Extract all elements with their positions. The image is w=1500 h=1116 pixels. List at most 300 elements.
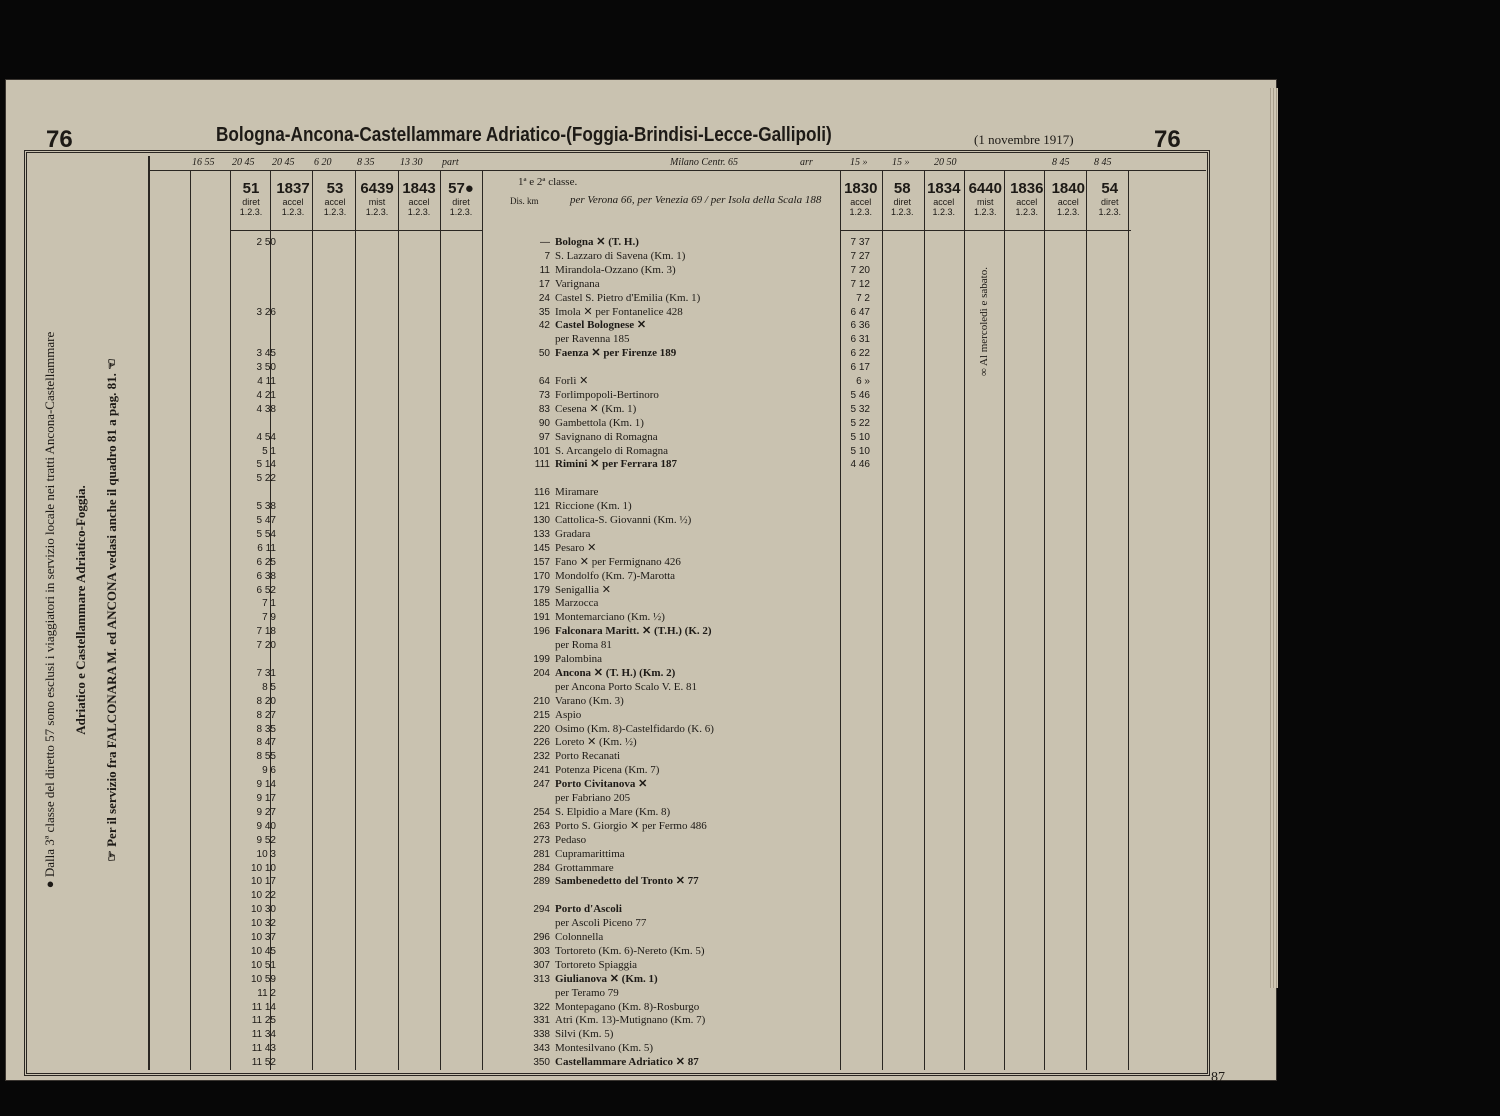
train-num: 57● xyxy=(448,180,474,197)
station-name: Sambenedetto del Tronto ✕ 77 xyxy=(555,875,699,888)
departure-time: 5 22 xyxy=(256,473,276,485)
header-times-row xyxy=(150,156,1206,171)
station-name: Atri (Km. 13)-Mutignano (Km. 7) xyxy=(555,1014,706,1027)
footer-number: 87 xyxy=(1211,1070,1225,1085)
table-row xyxy=(150,361,1206,374)
departure-time: 6 38 xyxy=(256,570,276,582)
table-row xyxy=(150,458,1206,471)
distance-km: — xyxy=(540,237,550,248)
station-name: Bologna ✕ (T. H.) xyxy=(555,236,639,248)
departure-time: 7 31 xyxy=(256,667,276,679)
train-cls: 1.2.3. xyxy=(1098,207,1122,217)
table-row xyxy=(150,792,1206,805)
distance-km: 24 xyxy=(538,292,550,304)
departure-time: 8 35 xyxy=(256,723,276,735)
departure-time: 9 52 xyxy=(256,834,276,846)
table-row xyxy=(150,431,1206,444)
header-time: 20 45 xyxy=(232,157,255,168)
table-row xyxy=(150,597,1206,610)
train-num: 51 xyxy=(242,180,260,197)
table-row xyxy=(150,570,1206,583)
table-row xyxy=(150,653,1206,666)
departure-time: 7 1 xyxy=(262,598,276,610)
train-num: 1837 xyxy=(276,180,310,197)
departure-time: 10 37 xyxy=(250,932,276,943)
train-num: 1836 xyxy=(1010,180,1044,197)
station-name: Tortoreto Spiaggia xyxy=(555,958,638,971)
table-row xyxy=(150,903,1206,916)
distance-km: 199 xyxy=(533,654,550,665)
station-name: per Fabriano 205 xyxy=(555,792,631,804)
table-row xyxy=(150,1042,1206,1055)
departure-time: 11 34 xyxy=(251,1029,276,1041)
table-row xyxy=(150,403,1206,416)
station-name: S. Lazzaro di Savena (Km. 1) xyxy=(555,249,686,262)
station-name: Grottammare xyxy=(555,861,614,874)
header-time: 20 50 xyxy=(934,157,957,168)
distance-km: 307 xyxy=(533,959,550,971)
distance-km: 7 xyxy=(544,250,550,262)
station-name: Porto S. Giorgio ✕ per Fermo 486 xyxy=(555,819,707,832)
station-name: Senigallia ✕ xyxy=(555,583,611,596)
station-name: Cesena ✕ (Km. 1) xyxy=(555,402,637,415)
arrival-time: 5 10 xyxy=(850,431,870,443)
distance-km: 17 xyxy=(538,278,550,290)
departure-time: 10 10 xyxy=(250,862,276,874)
station-name: S. Elpidio a Mare (Km. 8) xyxy=(555,805,671,818)
distance-km: 303 xyxy=(533,945,550,957)
station-name: Savignano di Romagna xyxy=(555,430,658,443)
train-num: 6439 xyxy=(360,180,394,197)
table-row xyxy=(150,278,1206,291)
train-kind: diret xyxy=(242,197,260,207)
table-row xyxy=(150,445,1206,458)
arrival-time: 5 32 xyxy=(850,403,870,415)
table-row xyxy=(150,1001,1206,1014)
departure-time: 3 26 xyxy=(256,306,276,318)
station-name: per Ancona Porto Scalo V. E. 81 xyxy=(555,680,697,693)
table-row xyxy=(150,625,1206,638)
table-row xyxy=(150,389,1206,402)
distance-km: 121 xyxy=(533,501,550,513)
table-row xyxy=(150,959,1206,972)
departure-time: 9 6 xyxy=(262,765,276,777)
station-name: Castel Bolognese ✕ xyxy=(555,319,647,332)
table-row xyxy=(150,528,1206,541)
departure-time: 9 17 xyxy=(256,793,276,804)
table-row xyxy=(150,264,1206,277)
station-name: Montemarciano (Km. ½) xyxy=(555,611,665,624)
departure-time: 10 17 xyxy=(250,876,276,888)
departure-time: 4 38 xyxy=(256,403,276,415)
distance-km: 116 xyxy=(534,487,550,499)
distance-km: 247 xyxy=(533,779,550,791)
table-row xyxy=(150,764,1206,777)
station-name: Pedaso xyxy=(555,833,587,846)
arrival-time: 6 31 xyxy=(850,334,870,346)
distance-km: 101 xyxy=(533,445,550,457)
station-name: Montepagano (Km. 8)-Rosburgo xyxy=(555,1000,700,1013)
station-name: Cattolica-S. Giovanni (Km. ½) xyxy=(555,514,692,526)
arrival-time: 5 22 xyxy=(850,417,870,429)
train-cls: 1.2.3. xyxy=(973,207,997,217)
train-kind: mist xyxy=(977,197,994,207)
station-name: Imola ✕ per Fontanelice 428 xyxy=(555,305,683,318)
table-row xyxy=(150,333,1206,346)
distance-km: 322 xyxy=(533,1001,550,1013)
table-row xyxy=(150,611,1206,624)
train-cls: 1.2.3. xyxy=(849,207,873,217)
header-time: 20 45 xyxy=(272,157,295,168)
train-header xyxy=(272,172,314,231)
distance-km: 191 xyxy=(533,612,550,624)
distance-km: 145 xyxy=(533,542,550,554)
table-row xyxy=(150,945,1206,958)
table-row xyxy=(150,987,1206,1000)
station-name: Ancona ✕ (T. H.) (Km. 2) xyxy=(555,666,676,679)
distance-km: 338 xyxy=(533,1029,550,1041)
station-name: per Roma 81 xyxy=(555,639,612,652)
train-num: 1840 xyxy=(1051,180,1085,197)
distance-km: 284 xyxy=(533,862,550,874)
departure-time: 10 32 xyxy=(250,918,276,930)
table-row xyxy=(150,542,1206,555)
distance-km: 220 xyxy=(533,723,550,735)
distance-km: 343 xyxy=(533,1043,550,1055)
departure-time: 9 40 xyxy=(256,820,276,832)
departure-time: 5 54 xyxy=(256,528,276,540)
train-num: 1843 xyxy=(402,180,436,197)
distance-km: 281 xyxy=(533,848,550,860)
train-num: 58 xyxy=(893,180,911,197)
table-row xyxy=(150,319,1206,332)
station-name: Forlimpopoli-Bertinoro xyxy=(555,388,659,401)
arrival-time: 6 17 xyxy=(850,362,870,374)
departure-time: 11 25 xyxy=(251,1015,276,1027)
table-row xyxy=(150,750,1206,763)
departure-time: 2 50 xyxy=(256,237,276,248)
station-name: Mirandola-Ozzano (Km. 3) xyxy=(555,263,676,276)
page-content xyxy=(6,80,1276,1085)
distance-km: 64 xyxy=(538,376,550,387)
distance-km: 331 xyxy=(533,1015,550,1027)
station-name: Colonnella xyxy=(555,931,604,943)
train-header xyxy=(1006,172,1048,231)
table-row xyxy=(150,709,1206,722)
station-name: Forlì ✕ xyxy=(555,375,589,387)
side-notes xyxy=(28,160,128,1060)
station-name: Pesaro ✕ xyxy=(555,541,597,554)
train-kind: mist xyxy=(368,197,386,207)
header-time: 16 55 xyxy=(192,157,215,168)
departure-time: 10 30 xyxy=(250,904,276,916)
table-row xyxy=(150,736,1206,749)
train-cls: 1.2.3. xyxy=(449,207,473,217)
distance-km: 273 xyxy=(533,834,550,846)
arrival-time: 6 » xyxy=(856,376,870,387)
distance-km: 196 xyxy=(533,626,550,638)
train-cls: 1.2.3. xyxy=(1056,207,1080,217)
header-time: 13 30 xyxy=(400,157,423,168)
departure-time: 9 27 xyxy=(256,806,276,818)
table-row xyxy=(150,695,1206,708)
vertical-note: ∞ Al mercoledì e sabato. xyxy=(978,267,990,376)
station-name: Porto Recanati xyxy=(555,750,621,763)
table-row xyxy=(150,556,1206,569)
train-kind: accel xyxy=(282,197,304,207)
table-row xyxy=(150,236,1206,249)
train-cls: 1.2.3. xyxy=(323,207,347,217)
header-time: 15 » xyxy=(892,157,910,168)
station-name: Varano (Km. 3) xyxy=(555,694,624,707)
departure-time: 7 18 xyxy=(256,626,276,638)
departure-time: 9 14 xyxy=(256,779,276,791)
table-row xyxy=(150,250,1206,263)
station-name: Gambettola (Km. 1) xyxy=(555,416,644,429)
station-name: Porto Civitanova ✕ xyxy=(555,778,648,791)
departure-time: 5 38 xyxy=(256,501,276,513)
arrival-time: 7 20 xyxy=(850,264,870,276)
distance-km: 241 xyxy=(533,765,550,777)
distance-km: 263 xyxy=(533,820,550,832)
distance-km: 170 xyxy=(533,570,550,582)
header-time: 6 20 xyxy=(314,157,332,168)
class-legend: 1ª e 2ª classe. xyxy=(518,176,578,188)
train-kind: accel xyxy=(1057,197,1079,207)
station-name: Tortoreto (Km. 6)-Nereto (Km. 5) xyxy=(555,944,705,957)
departure-time: 11 43 xyxy=(251,1043,276,1055)
arrival-time: 5 46 xyxy=(850,389,870,401)
table-row xyxy=(150,889,1206,902)
train-header xyxy=(840,172,882,231)
departure-time: 6 25 xyxy=(256,556,276,568)
distance-km: 289 xyxy=(533,876,550,888)
departure-time: 4 21 xyxy=(256,389,276,401)
departure-time: 10 59 xyxy=(250,973,276,985)
train-header xyxy=(314,172,356,231)
distance-km: 185 xyxy=(533,598,550,610)
distance-km: 42 xyxy=(538,320,550,332)
station-name: Osimo (Km. 8)-Castelfidardo (K. 6) xyxy=(555,722,714,735)
distance-km: 204 xyxy=(533,667,550,679)
station-name: Castellammare Adriatico ✕ 87 xyxy=(555,1056,699,1069)
departure-time: 11 14 xyxy=(251,1001,276,1013)
station-name: Montesilvano (Km. 5) xyxy=(555,1042,654,1055)
train-kind: accel xyxy=(324,197,346,207)
side-note-3: ☞ Per il servizio fra FALCONARA M. ed ANCONA vedasi anche il quadro 81 a pag. 81. ☜ xyxy=(104,358,119,862)
departure-time: 3 45 xyxy=(256,348,276,360)
table-row xyxy=(150,723,1206,736)
header-time: 15 » xyxy=(850,157,868,168)
arrival-time: 7 37 xyxy=(850,237,870,248)
train-header xyxy=(1048,172,1090,231)
table-row xyxy=(150,681,1206,694)
departure-time: 5 1 xyxy=(262,445,276,457)
train-cls: 1.2.3. xyxy=(365,207,389,217)
departure-time: 5 14 xyxy=(256,459,276,471)
arrival-time: 5 10 xyxy=(850,445,870,457)
distance-km: 350 xyxy=(533,1057,550,1069)
station-name: Riccione (Km. 1) xyxy=(555,500,632,513)
distance-km: 11 xyxy=(539,264,550,276)
arrival-time: 7 27 xyxy=(850,250,870,262)
train-header xyxy=(356,172,398,231)
train-kind: diret xyxy=(1100,197,1119,207)
station-name: per Teramo 79 xyxy=(555,986,619,999)
train-cls: 1.2.3. xyxy=(407,207,431,217)
train-header xyxy=(440,172,482,231)
train-header xyxy=(1089,172,1131,231)
table-row xyxy=(150,1028,1206,1041)
station-name: Potenza Picena (Km. 7) xyxy=(555,764,660,777)
distance-km: 130 xyxy=(533,515,550,526)
station-name: Castel S. Pietro d'Emilia (Km. 1) xyxy=(555,291,701,304)
station-name: Falconara Maritt. ✕ (T.H.) (K. 2) xyxy=(555,625,712,638)
departure-time: 7 20 xyxy=(256,640,276,652)
departure-time: 4 11 xyxy=(257,376,276,387)
train-num: 1834 xyxy=(927,180,961,197)
table-row xyxy=(150,347,1206,360)
train-kind: accel xyxy=(408,197,430,207)
station-name: Cupramarittima xyxy=(555,847,625,860)
side-note-2: Adriatico e Castellammare Adriatico-Foggia. xyxy=(73,485,88,735)
table-row xyxy=(150,820,1206,833)
table-row xyxy=(150,472,1206,485)
departure-time: 8 55 xyxy=(256,751,276,763)
departure-time: 8 20 xyxy=(256,695,276,707)
departure-time: 11 52 xyxy=(251,1057,276,1069)
departure-time: 8 5 xyxy=(262,681,276,693)
station-name: per Ravenna 185 xyxy=(555,333,630,346)
distance-km: 179 xyxy=(533,584,550,596)
station-name: Aspio xyxy=(555,708,582,721)
table-row xyxy=(150,375,1206,388)
distance-km: 90 xyxy=(538,417,550,429)
departure-time: 7 9 xyxy=(262,612,276,624)
station-name: Porto d'Ascoli xyxy=(555,903,622,916)
station-name: Palombina xyxy=(555,653,603,665)
distance-km: 296 xyxy=(533,932,550,943)
station-name: S. Arcangelo di Romagna xyxy=(555,444,669,457)
table-row xyxy=(150,486,1206,499)
distance-km: 226 xyxy=(533,737,550,749)
train-num: 6440 xyxy=(968,180,1002,197)
train-cls: 1.2.3. xyxy=(890,207,914,217)
table-row xyxy=(150,667,1206,680)
header-time: 8 35 xyxy=(357,157,375,168)
station-name: Varignana xyxy=(555,277,600,290)
station-name: Fano ✕ per Fermignano 426 xyxy=(555,555,681,568)
distance-km: 97 xyxy=(538,431,550,443)
table-row xyxy=(150,917,1206,930)
station-name: Mondolfo (Km. 7)-Marotta xyxy=(555,569,676,582)
page-number-left: 76 xyxy=(46,126,73,153)
table-row xyxy=(150,862,1206,875)
train-num: 53 xyxy=(326,180,344,197)
station-name: Silvi (Km. 5) xyxy=(555,1028,614,1041)
distance-km: 215 xyxy=(533,709,550,721)
departure-time: 10 3 xyxy=(256,848,276,860)
station-name: Faenza ✕ per Firenze 189 xyxy=(555,347,677,360)
departure-time: 8 27 xyxy=(256,709,276,721)
distance-km: 232 xyxy=(533,751,550,763)
direction-note: per Verona 66, per Venezia 69 / per Isola della Scala 188 xyxy=(570,194,822,206)
departure-time: 6 52 xyxy=(256,584,276,596)
distance-km: 254 xyxy=(533,806,550,818)
departure-time: 10 51 xyxy=(250,959,276,971)
departure-time: 10 45 xyxy=(250,945,276,957)
table-row xyxy=(150,639,1206,652)
distance-km: 294 xyxy=(533,904,550,916)
departure-time: 3 50 xyxy=(256,362,276,374)
distance-km: 210 xyxy=(533,695,550,707)
arrival-time: 7 12 xyxy=(850,278,870,290)
timetable xyxy=(148,156,1206,1070)
distance-km: 50 xyxy=(538,348,550,360)
arrival-time: 4 46 xyxy=(850,459,870,471)
train-header xyxy=(965,172,1007,231)
table-row xyxy=(150,1014,1206,1027)
table-row xyxy=(150,514,1206,527)
table-row xyxy=(150,973,1206,986)
train-kind: diret xyxy=(452,197,470,207)
train-kind: diret xyxy=(893,197,911,207)
train-kind: accel xyxy=(933,197,955,207)
date-label: (1 novembre 1917) xyxy=(974,132,1074,147)
table-row xyxy=(150,306,1206,319)
station-name: Giulianova ✕ (Km. 1) xyxy=(555,972,658,985)
table-row xyxy=(150,500,1206,513)
header-time: part xyxy=(442,157,459,168)
distance-km: 313 xyxy=(533,973,550,985)
train-header xyxy=(923,172,965,231)
arrival-time: 6 22 xyxy=(850,348,870,360)
train-header xyxy=(398,172,440,231)
arrival-time: 6 47 xyxy=(850,306,870,318)
train-num: 54 xyxy=(1101,180,1119,197)
distance-km: 83 xyxy=(538,403,550,415)
station-name: Loreto ✕ (Km. ½) xyxy=(555,736,637,749)
table-row xyxy=(150,584,1206,597)
distance-km: 133 xyxy=(533,528,550,540)
departure-time: 6 11 xyxy=(257,542,276,554)
station-name: Miramare xyxy=(555,486,599,499)
table-row xyxy=(150,848,1206,861)
table-row xyxy=(150,834,1206,847)
arrival-time: 6 36 xyxy=(850,320,870,332)
table-row xyxy=(150,1056,1206,1069)
distance-km: 73 xyxy=(538,389,550,401)
train-cls: 1.2.3. xyxy=(932,207,956,217)
station-name: Marzocca xyxy=(555,597,599,610)
table-row xyxy=(150,417,1206,430)
side-note-1: ● Dalla 3ª classe del diretto 57 sono esclusi i viaggiatori in servizio locale nei tratti Ancona-Castellammare xyxy=(42,331,57,889)
train-cls: 1.2.3. xyxy=(239,207,263,217)
table-row xyxy=(150,875,1206,888)
train-cls: 1.2.3. xyxy=(1015,207,1039,217)
train-header xyxy=(882,172,924,231)
header-time: Milano Centr. 65 xyxy=(670,157,739,168)
train-kind: accel xyxy=(1016,197,1038,207)
km-label: Dis. km xyxy=(510,196,539,206)
table-row xyxy=(150,806,1206,819)
distance-km: 35 xyxy=(538,306,550,318)
distance-km: 111 xyxy=(534,459,550,471)
table-row xyxy=(150,292,1206,305)
train-cls: 1.2.3. xyxy=(281,207,305,217)
table-row xyxy=(150,931,1206,944)
header-time: 8 45 xyxy=(1052,157,1070,168)
